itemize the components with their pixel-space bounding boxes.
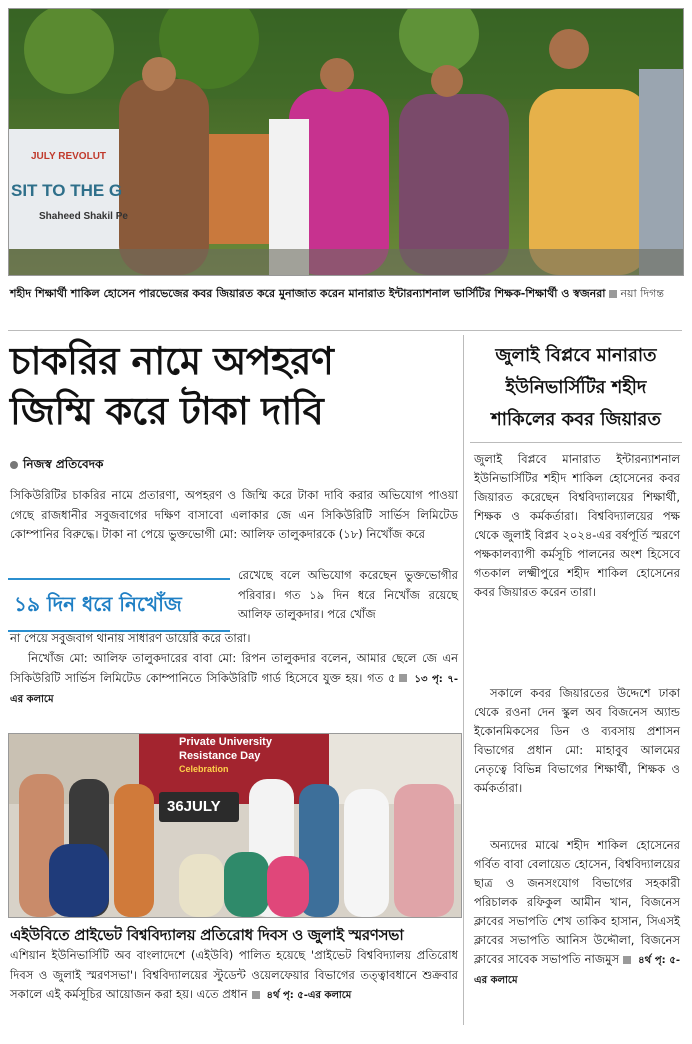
square-bullet-icon xyxy=(609,290,617,298)
banner-title-2: Resistance Day xyxy=(179,750,261,762)
main-headline-line2: জিম্মি করে টাকা দাবি xyxy=(10,389,324,433)
square-bullet-icon xyxy=(252,991,260,999)
continued-note: ১৩ পৃ: ৭-এর কলামে xyxy=(10,673,458,705)
main-article-para1-end: না পেয়ে সবুজবাগ থানায় সাধারণ ডায়েরি করে তারা। xyxy=(10,631,251,645)
banner-text-3: Shaheed Shakil Pe xyxy=(39,211,128,222)
sidebar-headline-line1: জুলাই বিপ্লবে মানারাত xyxy=(495,345,657,366)
main-headline-line1: চাকরির নামে অপহরণ xyxy=(10,339,334,383)
sidebar-continued-note: ৪র্থ পৃ: ৫-এর কলামে xyxy=(474,955,680,986)
bottom-headline: এইউবিতে প্রাইভেট বিশ্ববিদ্যালয় প্রতিরোধ দিবস ও জুলাই স্মরণসভা xyxy=(10,926,404,944)
sidebar-headline-line3: শাকিলের কবর জিয়ারত xyxy=(491,409,661,430)
top-photo-caption xyxy=(10,285,680,302)
byline-text: নিজস্ব প্রতিবেদক xyxy=(23,457,104,471)
main-article-para1: সিকিউরিটির চাকরির নামে প্রতারণা, অপহরণ ও জিম্মি করে টাকা দাবি করার অভিযোগ পাওয়া গেছে রাজধানীর সবুজবাগের দক্ষিণ বাসাবো এলাকার জে এন সিকিউরিটি সার্ভিস লিমিটেড কোম্পানির বিরুদ্ধে। টাকা না পেয়ে ভুক্তভোগী মো: আলিফ তালুকদারকে (১৮) নিখোঁজ করে xyxy=(10,488,458,541)
placard-text: 36JULY xyxy=(167,798,221,815)
main-article-para1-wrap: রেখেছে বলে অভিযোগ করেছেন ভুক্তভোগীর পরিবার। গত ১৯ দিন ধরে নিখোঁজ রয়েছে আলিফ তালুকদার। পরে খোঁজ xyxy=(238,568,458,621)
square-bullet-icon xyxy=(399,674,407,682)
sidebar-headline-line2: ইউনিভার্সিটির শহীদ xyxy=(505,377,647,398)
sidebar-para2: সকালে কবর জিয়ারতের উদ্দেশে ঢাকা থেকে রওনা দেন স্কুল অব বিজনেস অ্যান্ড ইকোনমিকসের ডিন ও ব্যবসায় প্রশাসন বিভাগের প্রধান মো: মাহাবুব আলমের নেতৃত্বে বিভিন্ন বিভাগের শিক্ষার্থী, শিক্ষক ও কর্মকর্তারা। xyxy=(474,686,680,795)
banner-title-1: Private University xyxy=(179,736,272,748)
bottom-photo xyxy=(8,733,462,918)
graveyard-prayer-photo xyxy=(9,9,683,275)
caption-text: শহীদ শিক্ষার্থী শাকিল হোসেন পারভেজের কবর জিয়ারত করে মুনাজাত করেন মানারাত ইন্টারন্যাশনাল ভার্সিটির শিক্ষক-শিক্ষার্থী ও স্বজনরা xyxy=(10,287,606,300)
top-photo xyxy=(8,8,684,276)
bullet-dot-icon xyxy=(10,461,18,469)
section-divider xyxy=(8,330,682,331)
sidebar-para3-text: অন্যদের মাঝে শহীদ শাকিল হোসেনের গর্বিত বাবা বেলায়েত হোসেন, বিশ্ববিদ্যালয়ের ছাত্র ও জনসংযোগ বিভাগের সহকারী পরিচালক রফিকুল আমীন খান, বিজনেস ক্লাবের সভাপতি শেখ তাকিব হাসান, সিএসই ক্লাবের সভাপতি আনিস উদ্দৌলা, বিজনেস ক্লাবের সাবেক সভাপতি নাজমুস xyxy=(474,838,680,966)
para2-text: নিখোঁজ মো: আলিফ তালুকদারের বাবা মো: রিপন তালুকদার বলেন, আমার ছেলে জে এন সিকিউরিটি সার্ভিস লিমিটেড কোম্পানিতে সিকিউরিটি গার্ড হিসেবে যুক্ত হয়। গত ৫ xyxy=(10,651,458,685)
banner-text-1: JULY REVOLUT xyxy=(31,151,107,162)
square-bullet-icon xyxy=(623,956,631,964)
sidebar-divider xyxy=(470,442,682,443)
main-article-para2 xyxy=(10,649,458,710)
sidebar-headline xyxy=(470,340,682,436)
sidebar-para3 xyxy=(474,836,680,990)
banner-text-2: SIT TO THE G xyxy=(11,181,123,200)
pull-quote-text: ১৯ দিন ধরে নিখোঁজ xyxy=(14,592,182,616)
bottom-article-body xyxy=(10,946,458,1006)
bottom-continued-note: ৪র্থ পৃ: ৫-এর কলামে xyxy=(266,990,352,1001)
column-divider xyxy=(463,335,464,1025)
sidebar-para1: জুলাই বিপ্লবে মানারাত ইন্টারন্যাশনাল ইউনিভার্সিটির শহীদ শাকিল হোসেনের কবর জিয়ারত করেছেন বিশ্ববিদ্যালয়ের শিক্ষার্থী, শিক্ষক ও কর্মকর্তারা। বিশ্ববিদ্যালয়ের পক্ষ থেকে জুলাই বিপ্লব ২০২৪-এর বর্ষপূর্তি স্মরণে পক্ষকালব্যাপী কর্মসূচি পালনের অংশ হিসেবে গতকাল লক্ষ্মীপুরে শহীদ শাকিল হোসেনের কবর জিয়ারত করেন তারা। xyxy=(474,452,680,599)
photo-credit: নয়া দিগন্ত xyxy=(620,287,664,300)
banner-title-3: Celebration xyxy=(179,764,229,774)
main-headline xyxy=(10,336,460,436)
pull-quote-box xyxy=(8,578,230,632)
bottom-body-text: এশিয়ান ইউনিভার্সিটি অব বাংলাদেশে (এইউবি) পালিত হয়েছে 'প্রাইভেট বিশ্ববিদ্যালয় প্রতিরোধ দিবস ও জুলাই স্মরণসভা'। বিশ্ববিদ্যালয়ের স্টুডেন্ট ওয়েলফেয়ার বিভাগের তত্ত্বাবধানে শুক্রবার সকালে এই কর্মসূচির আয়োজন করা হয়। এতে প্রধান xyxy=(10,948,458,1001)
byline xyxy=(10,456,103,476)
